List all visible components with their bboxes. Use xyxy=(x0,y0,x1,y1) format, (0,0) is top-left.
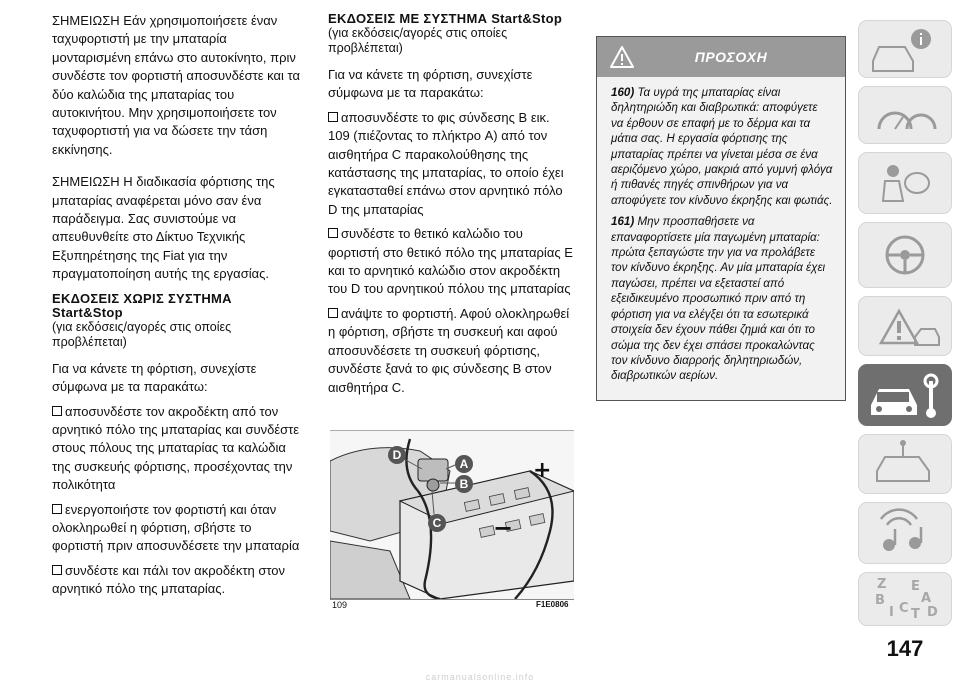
watermark: carmanualsonline.info xyxy=(425,672,535,682)
tab-dashboard[interactable] xyxy=(858,86,952,144)
car-info-icon xyxy=(859,21,951,77)
page-number: 147 xyxy=(886,636,924,661)
section-subheading: (για εκδόσεις/αγορές στις οποίες προβλέπεται) xyxy=(328,26,508,55)
step-item: αποσυνδέστε το φις σύνδεσης B εικ. 109 (πιέζοντας το πλήκτρο A) από τον αισθητήρα C παρακολούθησης της κατάστασης της μπαταρίας, το οποίο έχει εγκατασταθεί επάνω στον αρνητικό πόλο D της μπαταρίας xyxy=(328,109,564,217)
intro-text: Για να κάνετε τη φόρτιση, συνεχίστε σύμφωνα με τα παρακάτω: xyxy=(52,360,257,395)
left-column xyxy=(52,12,304,605)
index-letters-icon: Z E A B I C T D xyxy=(875,577,938,622)
airbag-safety-icon xyxy=(859,153,951,213)
minus-terminal-mark: − xyxy=(493,514,514,542)
step-item: αποσυνδέστε τον ακροδέκτη από τον αρνητικό πόλο της μπαταρίας και συνδέστε στους πόλους της μπαταρίας τα καλώδια της συσκευής φόρτισης, προσέχοντας την πολικότητα xyxy=(52,403,300,493)
checkbox-bullet-icon xyxy=(328,228,338,238)
steering-wheel-icon xyxy=(859,223,951,287)
tab-car-info[interactable] xyxy=(858,20,952,78)
car-wrench-icon xyxy=(859,365,951,425)
caution-box xyxy=(596,36,846,401)
battery-figure xyxy=(330,430,574,600)
section-subheading: (για εκδόσεις/αγορές στις οποίες προβλέπεται) xyxy=(52,319,232,349)
middle-column xyxy=(328,12,574,403)
car-specs-icon xyxy=(859,435,951,493)
tab-specifications[interactable] xyxy=(858,434,952,494)
figure-code: F1E0806 xyxy=(536,600,569,609)
tab-index[interactable] xyxy=(858,572,952,626)
callout-a: A xyxy=(459,457,469,471)
caution-header xyxy=(597,37,845,77)
figure-number: 109 xyxy=(332,600,348,610)
checkbox-bullet-icon xyxy=(52,565,62,575)
callout-b: B xyxy=(459,477,469,491)
checkbox-bullet-icon xyxy=(328,112,338,122)
callout-c: C xyxy=(432,516,442,530)
tab-safety[interactable] xyxy=(858,152,952,214)
step-item: ενεργοποιήστε τον φορτιστή και όταν ολοκληρωθεί η φόρτιση, σβήστε το φορτιστή πριν αποσυνδέσετε την μπαταρία xyxy=(52,501,300,554)
caution-item: 160) Τα υγρά της μπαταρίας είναι δηλητηριώδη και διαβρωτικά: αποφύγετε να έρθουν σε επαφή με το δέρμα και τα μάτια σας. Η εργασία φόρτισης της μπαταρίας πρέπει να γίνεται μέσα σε ένα αεριζόμενο χώρο, μακριά από γυμνή φλόγα ή πιθανές πηγές σπινθήρων για να αποφύγετε τον κίνδυνο έκρηξης και φωτιάς. xyxy=(611,86,833,207)
checkbox-bullet-icon xyxy=(328,308,338,318)
battery-illustration xyxy=(330,431,574,599)
caution-title: ΠΡΟΣΟΧΗ xyxy=(694,49,768,65)
section-heading-no-start-stop: ΕΚΔΟΣΕΙΣ ΧΩΡΙΣ ΣΥΣΤΗΜΑ Start&Stop xyxy=(52,290,232,320)
tab-driving[interactable] xyxy=(858,222,952,288)
step-item: ανάψτε το φορτιστή. Αφού ολοκληρωθεί η φόρτιση, σβήστε τη συσκευή και αφού αποσυνδέσετε τη συσκευή φόρτισης, συνδέστε ξανά το φις σύνδεσης B στον αισθητήρα C. xyxy=(328,305,570,395)
tab-emergency[interactable] xyxy=(858,296,952,356)
warning-triangle-car-icon xyxy=(859,297,951,355)
plus-terminal-mark: + xyxy=(533,458,552,483)
callout-d: D xyxy=(392,448,402,462)
step-item: συνδέστε και πάλι τον ακροδέκτη στον αρνητικό πόλο της μπαταρίας. xyxy=(52,562,286,597)
caution-item: 161) Μην προσπαθήσετε να επαναφορτίσετε μία παγωμένη μπαταρία: πρώτα ξεπαγώστε την για να προλάβετε τον κίνδυνο έκρηξης. Αν μία μπαταρία έχει παγώσει, πρέπει να εξεταστεί από εξειδικευμένο προσωπικό πριν από τη φόρτιση για να ελέγξει ότι τα εσωτερικά στοιχεία δεν έχουν πάθει ζημιά και ότι το σώμα της δεν έχει σπάσει προκαλώντας τον κίνδυνο διαρροής δηλητηριωδών, διαβρωτικών αερίων. xyxy=(611,215,826,383)
intro-text: Για να κάνετε τη φόρτιση, συνεχίστε σύμφωνα με τα παρακάτω: xyxy=(328,67,533,101)
note-fast-charger: ΣΗΜΕΙΩΣΗ Εάν χρησιμοποιήσετε έναν ταχυφορτιστή με την μπαταρία μονταρισμένη επάνω στο αυτοκίνητο, πριν συνδέστε τον φορτιστή αποσυνδέστε και τα δύο καλώδια της μπαταρίας του αυτοκινήτου. Μην χρησιμοποιήσετε τον ταχυφορτιστή για να δώσετε την τάση εκκίνησης. xyxy=(52,13,301,157)
checkbox-bullet-icon xyxy=(52,406,62,416)
step-item: συνδέστε το θετικό καλώδιο του φορτιστή στο θετικό πόλο της μπαταρίας E και το αρνητικό καλώδιο στον ακροδέκτη του D του αρνητικού πόλου της μπαταρίας xyxy=(328,226,573,297)
tab-multimedia[interactable] xyxy=(858,502,952,564)
section-heading-start-stop: ΕΚΔΟΣΕΙΣ ΜΕ ΣΥΣΤΗΜΑ Start&Stop xyxy=(328,11,563,26)
dashboard-gauge-icon xyxy=(859,87,951,143)
tab-maintenance[interactable] xyxy=(858,364,952,426)
checkbox-bullet-icon xyxy=(52,504,62,514)
multimedia-icon xyxy=(859,503,951,563)
note-charging-example: ΣΗΜΕΙΩΣΗ Η διαδικασία φόρτισης της μπαταρίας αναφέρεται μόνο σαν ένα παράδειγμα. Σας συνιστούμε να απευθυνθείτε στο Δίκτυο Τεχνικής Εξυπηρέτησης της Fiat για την πραγματοποίηση αυτής της εργασίας. xyxy=(52,174,275,282)
